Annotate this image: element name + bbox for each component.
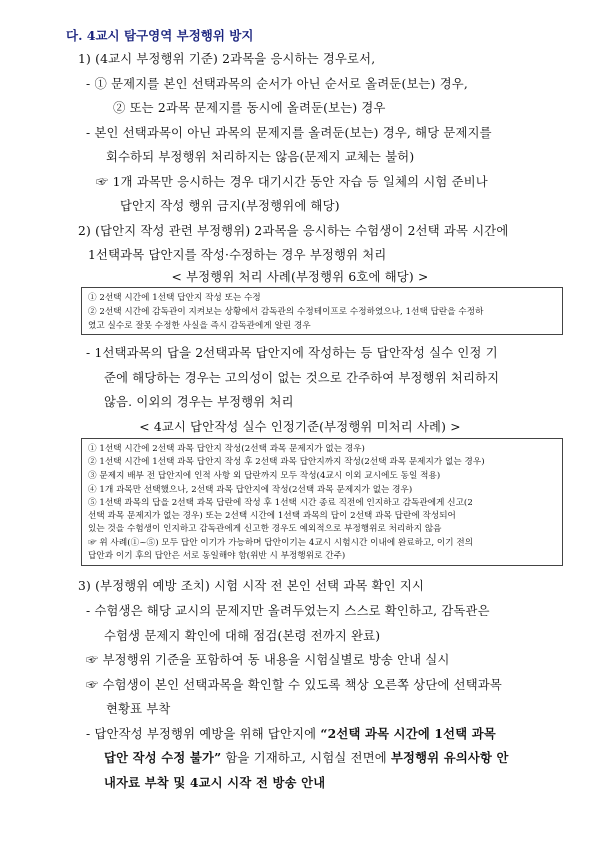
item-2-title: 2) (답안지 작성 관련 부정행위) 2과목을 응시하는 수험생이 2선택 과목 시간에 (78, 224, 509, 238)
item-3-note-2: ☞ 수험생이 본인 선택과목을 확인할 수 있도록 책상 오른쪽 상단에 선택과목 (86, 678, 502, 692)
item-1-note-cont: 답안지 작성 행위 금지(부정행위에 해당) (120, 199, 340, 213)
section-heading: 다. 4교시 탐구영역 부정행위 방지 (66, 28, 254, 43)
item-1-note: ☞ 1개 과목만 응시하는 경우 대기시간 동안 자습 등 일체의 시험 준비나 (96, 175, 488, 189)
box-2-line: ① 1선택 시간에 2선택 과목 답안지 작성(2선택 과목 문제지가 없는 경우) (88, 444, 365, 454)
box-1-line: ② 2선택 시간에 감독관이 지켜보는 상황에서 감독관의 수정테이프로 수정하였으나, 1선택 답란을 수정하 (88, 307, 484, 317)
item-3-note-1: ☞ 부정행위 기준을 포함하여 동 내용을 시험실별로 방송 안내 실시 (86, 653, 450, 667)
item-3-bullet-1: - 수험생은 해당 교시의 문제지만 올려두었는지 스스로 확인하고, 감독관은 (86, 604, 490, 618)
item-2-bullet-1: - 1선택과목의 답을 2선택과목 답안지에 작성하는 등 답안작성 실수 인정 기 (86, 346, 498, 360)
item-3-title: 3) (부정행위 예방 조치) 시험 시작 전 본인 선택 과목 확인 지시 (78, 579, 425, 593)
box-2-line: ☞ 위 사례(①~⑤) 모두 답안 이기가 가능하며 답안이기는 4교시 시험시간 이내에 완료하고, 이기 전의 (88, 538, 474, 548)
item-1-bullet-1-cont: ② 또는 2과목 문제지를 동시에 올려둔(보는) 경우 (113, 101, 386, 115)
item-3-bullet-1-cont: 수험생 문제지 확인에 대해 점검(본령 전까지 완료) (104, 629, 381, 643)
box-1-line: 였고 실수로 잘못 수정한 사실을 즉시 감독관에게 알린 경우 (88, 321, 311, 331)
item-1-bullet-2-cont: 회수하되 부정행위 처리하지는 않음(문제지 교체는 불허) (106, 150, 415, 164)
item-2-bullet-1-cont2: 않음. 이외의 경우는 부정행위 처리 (104, 395, 294, 409)
item-3-note-2-cont: 현황표 부착 (106, 702, 171, 716)
box-1 (81, 287, 563, 335)
item-2-bullet-1-cont: 준에 해당하는 경우는 고의성이 없는 것으로 간주하여 부정행위 처리하지 (104, 371, 500, 385)
item-3-bullet-2-cont (104, 748, 509, 766)
box-2-line: 답안과 이기 후의 답안은 서로 동일해야 함(위반 시 부정행위로 간주) (88, 551, 346, 561)
item-2-title-cont: 1선택과목 답안지를 작성·수정하는 경우 부정행위 처리 (88, 248, 387, 262)
item-1-bullet-1: - ① 문제지를 본인 선택과목의 순서가 아닌 순서로 올려둔(보는) 경우, (86, 77, 468, 91)
box-2-caption: < 4교시 답안작성 실수 인정기준(부정행위 미처리 사례) > (139, 420, 461, 434)
box-2-line: ② 1선택 시간에 1선택 과목 답안지 작성 후 2선택 과목 답안지까지 작성(2선택 과목 문제지가 없는 경우) (88, 457, 485, 467)
box-2-line: ④ 1개 과목만 선택했으나, 2선택 과목 답안지에 작성(2선택 과목 문제지가 없는 경우) (88, 485, 413, 495)
item-1-title: 1) (4교시 부정행위 기준) 2과목을 응시하는 경우로서, (78, 52, 376, 66)
item-3-bullet-2-text: - 답안작성 부정행위 예방을 위해 답안지에 (86, 727, 321, 741)
item-1-bullet-2: - 본인 선택과목이 아닌 과목의 문제지를 올려둔(보는) 경우, 해당 문제지를 (86, 126, 492, 140)
item-3-text-2: 함을 기재하고, 시험실 전면에 (221, 751, 391, 765)
item-3-emphasis-3: 부정행위 유의사항 안 (390, 750, 509, 765)
box-2-line: ⑤ 1선택 과목의 답을 2선택 과목 답란에 작성 후 1선택 시간 종료 직전에 인지하고 감독관에게 신고(2 (88, 498, 473, 508)
item-3-emphasis-2: 답안 작성 수정 불가” (104, 750, 222, 765)
box-2-line: 있는 것을 수험생이 인지하고 감독관에게 신고한 경우도 예외적으로 부정행위로 처리하지 않음 (88, 524, 442, 534)
item-3-bullet-2-cont2: 내자료 부착 및 4교시 시작 전 방송 안내 (104, 775, 326, 790)
item-3-bullet-2 (86, 724, 496, 742)
box-2 (81, 438, 563, 566)
box-1-caption: < 부정행위 처리 사례(부정행위 6호에 해당) > (171, 270, 429, 284)
box-1-line: ① 2선택 시간에 1선택 답안지 작성 또는 수정 (88, 293, 261, 303)
box-2-line: 선택 과목 문제지가 없는 경우) 또는 2선택 시간에 1선택 과목의 답이 2선택 과목 답란에 작성되어 (88, 511, 456, 521)
item-3-bullet-2-emphasis: “2선택 과목 시간에 1선택 과목 (320, 726, 496, 741)
box-2-line: ③ 문제지 배부 전 답안지에 인적 사항 외 답란까지 모두 작성(4교시 이외 교시에도 동일 적용) (88, 471, 441, 481)
